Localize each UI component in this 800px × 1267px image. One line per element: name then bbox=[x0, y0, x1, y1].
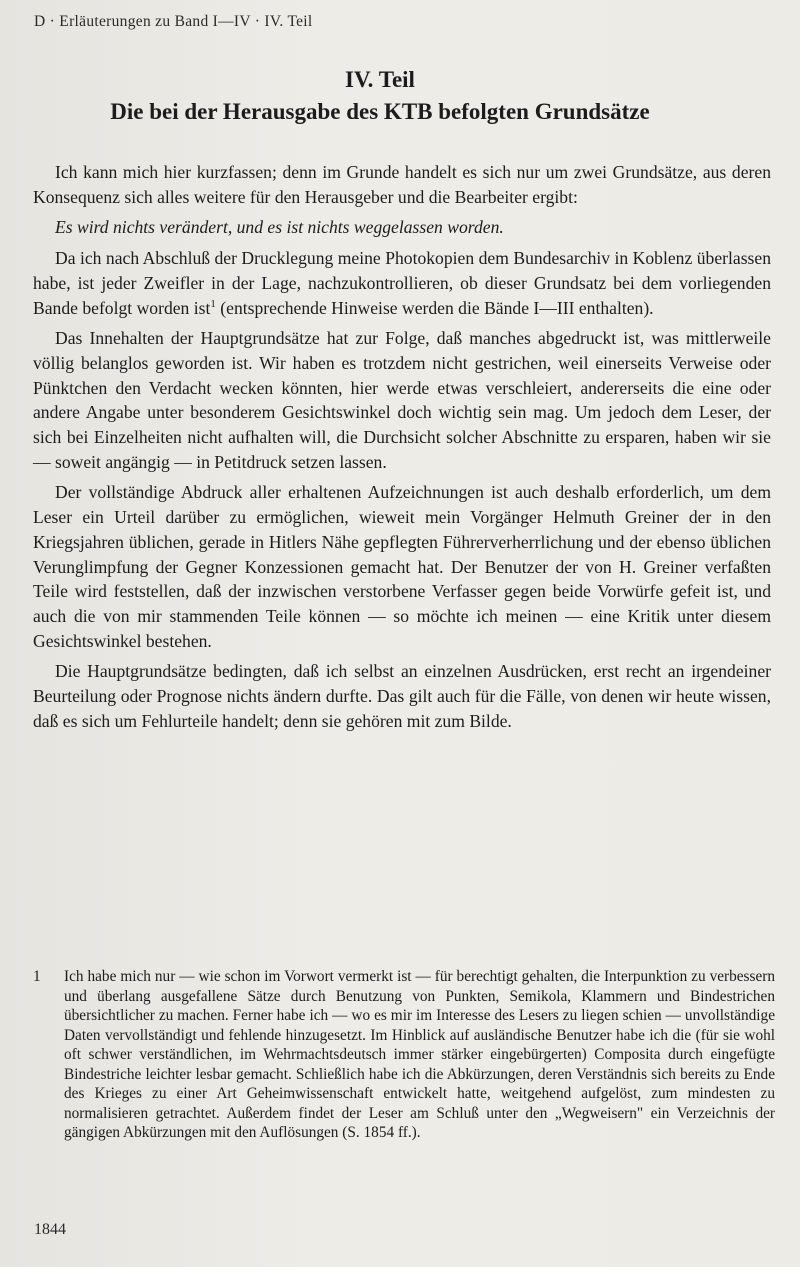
title-block bbox=[0, 64, 760, 128]
paragraph-1: Ich kann mich hier kurzfassen; denn im Grunde handelt es sich nur um zwei Grundsätze, aus deren Konsequenz sich alles weitere für den Herausgeber und die Bearbeiter ergibt: bbox=[33, 162, 771, 207]
paragraph-5: Der vollständige Abdruck aller erhaltenen Aufzeichnungen ist auch deshalb erforderlich, um dem Leser ein Urteil darüber zu ermöglichen, wieweit mein Vorgänger Helmuth Greiner der in den Kriegsjahren üblichen, gerade in Hitlers Nähe gepflegten Führerverherrlichung und der ebenso üblichen Verunglimpfung der Gegner Konzessionen gemacht hat. Der Benutzer der von H. Greiner verfaßten Teile wird feststellen, daß der inzwischen verstorbene Verfasser gegen beide Vorwürfe gefeit ist, und auch die von mir stammenden Teile können — so möchte ich meinen — eine Kritik unter diesem Gesichtswinkel bestehen. bbox=[33, 482, 771, 651]
paragraph-3-text-end: (entsprechende Hinweise werden die Bände I—III enthalten). bbox=[215, 297, 654, 318]
paragraph-3 bbox=[33, 246, 771, 320]
paragraph-3-text: Da ich nach Abschluß der Drucklegung meine Photokopien dem Bundesarchiv in Koblenz überlassen habe, ist jeder Zweifler in der Lage, nachzukontrollieren, ob dieser Grundsatz bei dem vorliegenden Bande befolgt worden ist bbox=[33, 248, 771, 318]
footnote-number: 1 bbox=[33, 968, 41, 985]
chapter-title: Die bei der Herausgabe des KTB befolgten Grundsätze bbox=[110, 99, 650, 124]
footnote-text: Ich habe mich nur — wie schon im Vorwort vermerkt ist — für berechtigt gehalten, die Interpunktion zu verbessern und überlang ausgefallene Sätze durch Benutzung von Punkten, Semikola, Klammern und Bindestrichen übersichtlicher zu machen. Ferner habe ich — wo es mir im Interesse des Lesers zu liegen schien — unvollständige Daten vervollständigt und fehlende hinzugesetzt. Im Hinblick auf ausländische Benutzer habe ich die (für sie wohl oft schwer verständlichen, im Wehrmachtsdeutsch immer stärker eingebürgerten) Composita durch eingefügte Bindestriche leichter lesbar gemacht. Schließlich habe ich die Abkürzungen, deren Verständnis sich bereits zu Ende des Krieges zu einer Art Geheimwissenschaft entwickelt hatte, weitgehend aufgelöst, zum mindesten zu normalisieren getrachtet. Außerdem findet der Leser am Schluß unter den „Wegweisern" ein Verzeichnis der gängigen Abkürzungen mit den Auflösungen (S. 1854 ff.). bbox=[64, 968, 775, 1141]
page-number: 1844 bbox=[34, 1221, 66, 1238]
body-text bbox=[33, 160, 771, 739]
paragraph-4: Das Innehalten der Hauptgrundsätze hat zur Folge, daß manches abgedruckt ist, was mittlerweile völlig belanglos geworden ist. Wir haben es trotzdem nicht gestrichen, weil einerseits Verweise oder Pünktchen den Verdacht wecken könnten, hier werde etwas verschleiert, andererseits die eine oder andere Angabe unter besonderem Gesichtswinkel doch wichtig sein mag. Um jedoch dem Leser, der sich bei Einzelheiten nicht aufhalten will, die Durchsicht solcher Abschnitte zu ersparen, haben wir sie — soweit angängig — in Petitdruck setzen lassen. bbox=[33, 328, 771, 472]
running-head: D · Erläuterungen zu Band I—IV · IV. Teil bbox=[34, 13, 313, 30]
footnote-reference: 1 bbox=[210, 297, 216, 310]
footnote bbox=[33, 967, 775, 1143]
paragraph-6: Die Hauptgrundsätze bedingten, daß ich selbst an einzelnen Ausdrücken, erst recht an irgendeiner Beurteilung oder Prognose nichts ändern durfte. Das gilt auch für die Fälle, von denen wir heute wissen, daß es sich um Fehlurteile handelt; denn sie gehören mit zum Bilde. bbox=[33, 661, 771, 731]
part-title: IV. Teil bbox=[345, 67, 415, 92]
principle-statement: Es wird nichts verändert, und es ist nichts weggelassen worden. bbox=[55, 217, 504, 238]
